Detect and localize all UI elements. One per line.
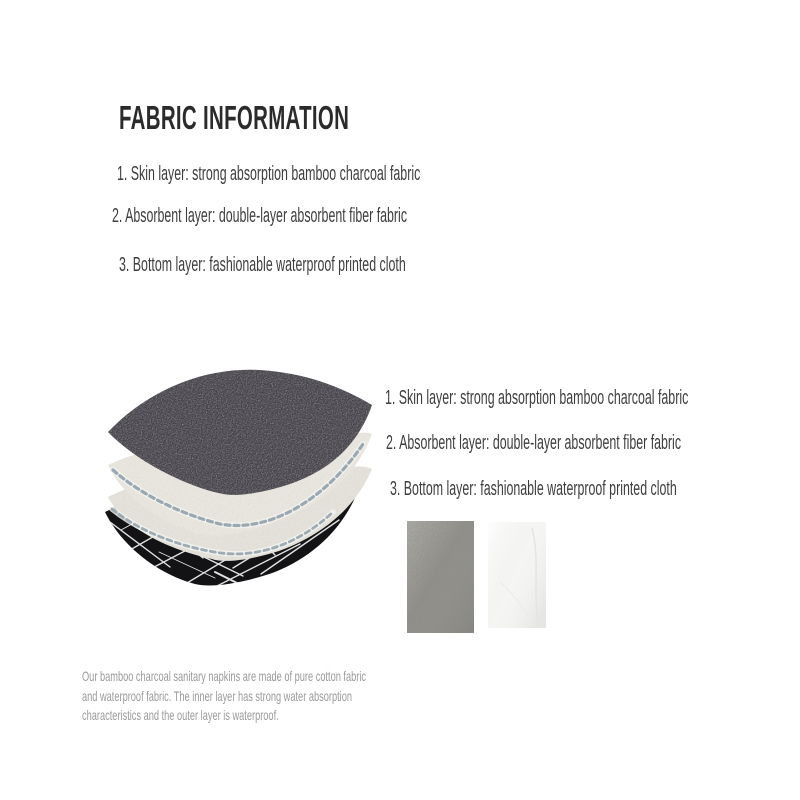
fabric-layer-item-absorbent: 2. Absorbent layer: double-layer absorbent fiber fabric	[386, 432, 682, 454]
fabric-layer-item-bottom: 3. Bottom layer: fashionable waterproof printed cloth	[119, 254, 406, 276]
white-fabric-swatch	[488, 522, 546, 628]
page-title: FABRIC INFORMATION	[119, 99, 350, 136]
fabric-layer-item-bottom: 3. Bottom layer: fashionable waterproof printed cloth	[390, 478, 677, 500]
fabric-layer-item-skin: 1. Skin layer: strong absorption bamboo charcoal fabric	[385, 387, 689, 409]
charcoal-fabric-swatch	[407, 521, 474, 633]
description-line: characteristics and the outer layer is waterproof.	[82, 707, 279, 723]
description-line: Our bamboo charcoal sanitary napkins are made of pure cotton fabric	[82, 668, 367, 684]
description-line: and waterproof fabric. The inner layer has strong water absorption	[82, 687, 352, 704]
fabric-layer-item-absorbent: 2. Absorbent layer: double-layer absorbent fiber fabric	[112, 205, 408, 227]
fabric-layers-svg	[95, 362, 390, 602]
fabric-layer-item-skin: 1. Skin layer: strong absorption bamboo charcoal fabric	[117, 163, 421, 185]
product-description	[82, 667, 512, 726]
fabric-layers-illustration	[95, 362, 390, 602]
